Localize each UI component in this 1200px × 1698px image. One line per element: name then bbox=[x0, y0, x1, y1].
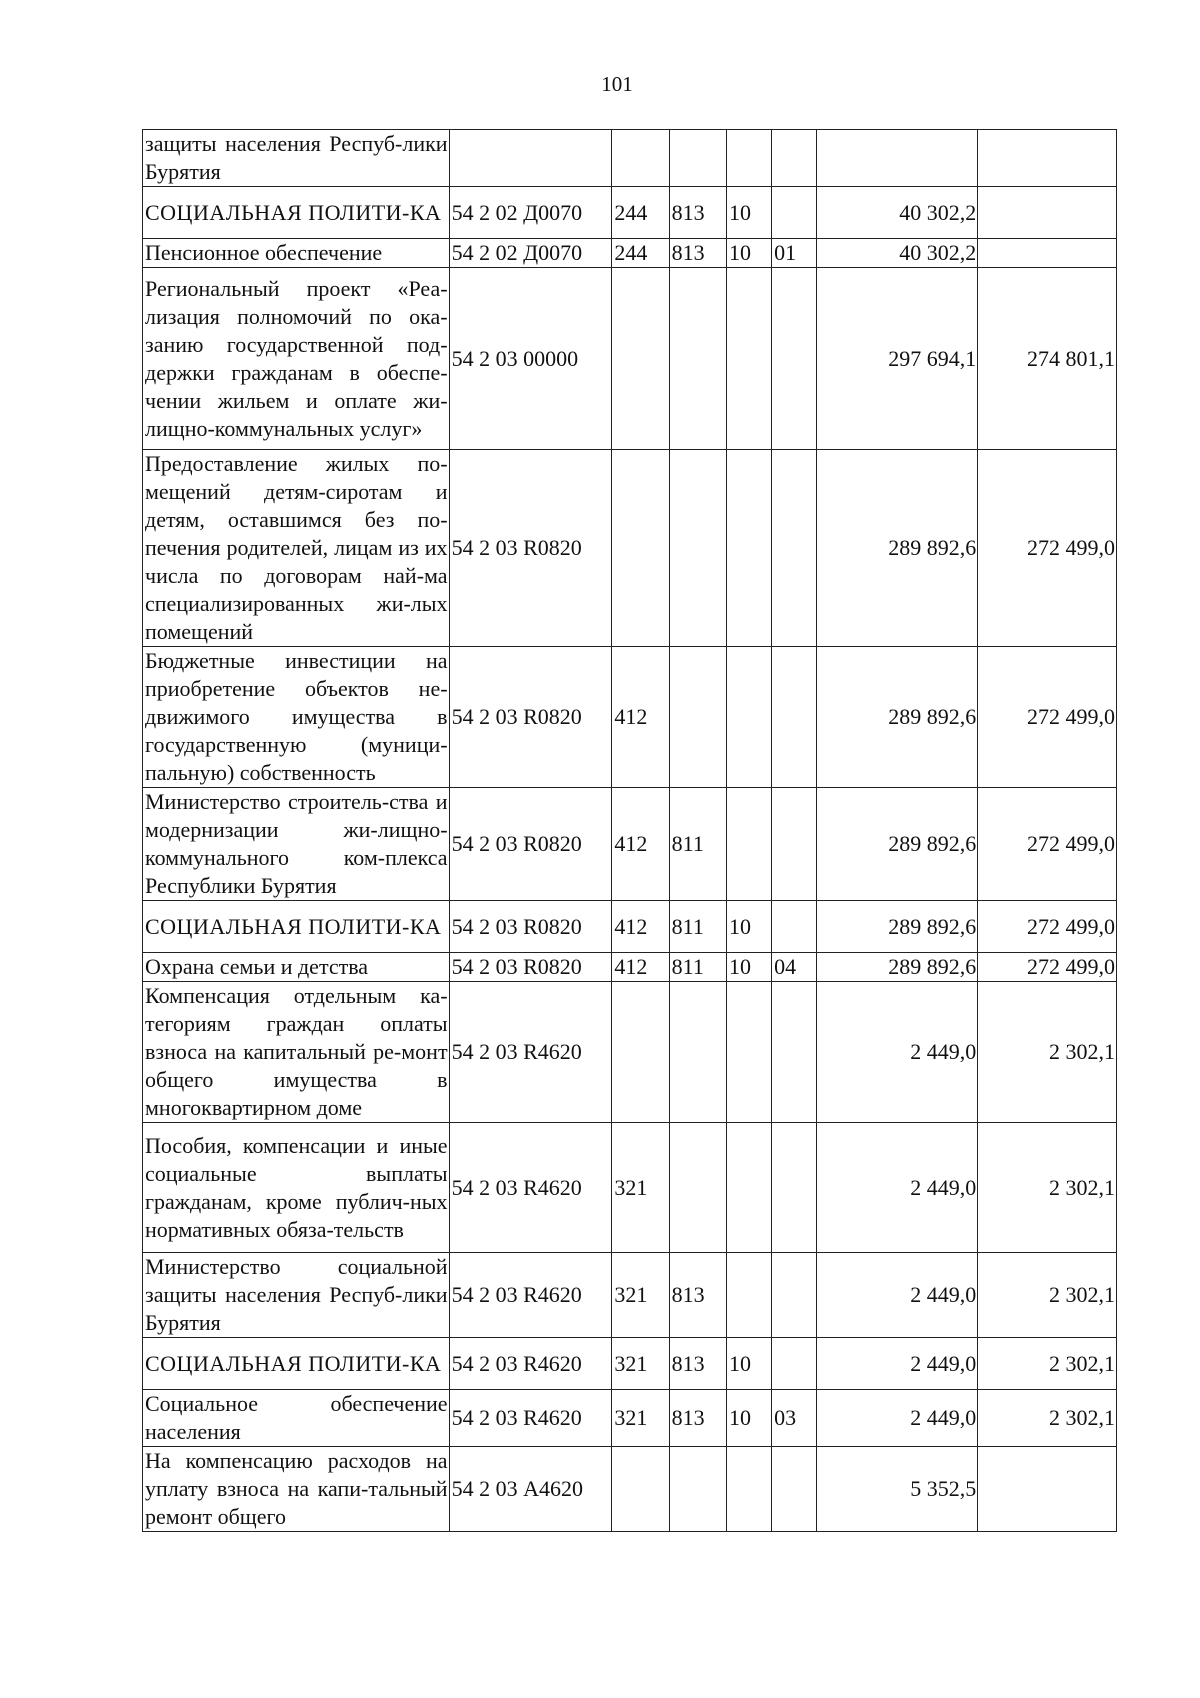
row-amount-2 bbox=[978, 1447, 1117, 1532]
row-amount-1: 5 352,5 bbox=[817, 1447, 978, 1532]
row-target-code: 54 2 03 А4620 bbox=[449, 1447, 612, 1532]
row-target-code: 54 2 03 00000 bbox=[449, 268, 612, 450]
row-amount-2: 2 302,1 bbox=[978, 1390, 1117, 1447]
row-subsection: 01 bbox=[772, 239, 817, 268]
row-subsection bbox=[772, 1253, 817, 1338]
table-row bbox=[143, 1253, 1117, 1338]
row-target-code: 54 2 03 R4620 bbox=[449, 1123, 612, 1253]
row-expense-type: 412 bbox=[612, 647, 669, 788]
row-name: Министерство строитель-ства и модернизации жи-лищно-коммунального ком-плекса Республики Бурятия bbox=[143, 788, 450, 901]
row-admin-code bbox=[669, 982, 726, 1123]
row-expense-type: 321 bbox=[612, 1123, 669, 1253]
row-section: 10 bbox=[726, 1390, 771, 1447]
row-admin-code: 813 bbox=[669, 1253, 726, 1338]
row-expense-type bbox=[612, 450, 669, 647]
table-row bbox=[143, 1447, 1117, 1532]
row-subsection bbox=[772, 130, 817, 187]
row-subsection bbox=[772, 901, 817, 953]
row-name: Охрана семьи и детства bbox=[143, 953, 450, 982]
row-subsection bbox=[772, 647, 817, 788]
row-expense-type: 321 bbox=[612, 1253, 669, 1338]
table-row bbox=[143, 788, 1117, 901]
row-admin-code bbox=[669, 1123, 726, 1253]
row-name: защиты населения Респуб-лики Бурятия bbox=[143, 130, 450, 187]
row-amount-2 bbox=[978, 130, 1117, 187]
row-admin-code bbox=[669, 647, 726, 788]
row-name: Бюджетные инвестиции на приобретение объектов не-движимого имущества в государственную (муници-пальную) собственность bbox=[143, 647, 450, 788]
row-amount-2 bbox=[978, 187, 1117, 239]
row-target-code: 54 2 03 R4620 bbox=[449, 1390, 612, 1447]
row-subsection bbox=[772, 1447, 817, 1532]
row-amount-1: 289 892,6 bbox=[817, 647, 978, 788]
row-expense-type: 412 bbox=[612, 901, 669, 953]
row-expense-type bbox=[612, 268, 669, 450]
table-row bbox=[143, 953, 1117, 982]
row-target-code: 54 2 03 R0820 bbox=[449, 647, 612, 788]
row-subsection bbox=[772, 268, 817, 450]
row-name: Региональный проект «Реа-лизация полномочий по ока-занию государственной под-держки гражданам в обеспе-чении жильем и оплате жи-лищно-коммунальных услуг» bbox=[143, 268, 450, 450]
row-section bbox=[726, 1123, 771, 1253]
row-admin-code: 813 bbox=[669, 1338, 726, 1390]
row-section bbox=[726, 982, 771, 1123]
row-expense-type: 321 bbox=[612, 1390, 669, 1447]
row-name: Министерство социальной защиты населения Респуб-лики Бурятия bbox=[143, 1253, 450, 1338]
row-admin-code: 811 bbox=[669, 901, 726, 953]
row-amount-2: 2 302,1 bbox=[978, 982, 1117, 1123]
page-number: 101 bbox=[601, 72, 633, 96]
row-name: СОЦИАЛЬНАЯ ПОЛИТИ-КА bbox=[143, 901, 450, 953]
row-amount-1: 40 302,2 bbox=[817, 187, 978, 239]
row-amount-1 bbox=[817, 130, 978, 187]
row-subsection: 03 bbox=[772, 1390, 817, 1447]
row-amount-2: 272 499,0 bbox=[978, 647, 1117, 788]
table-row bbox=[143, 982, 1117, 1123]
table-row bbox=[143, 130, 1117, 187]
row-name: СОЦИАЛЬНАЯ ПОЛИТИ-КА bbox=[143, 187, 450, 239]
row-expense-type bbox=[612, 982, 669, 1123]
row-admin-code bbox=[669, 130, 726, 187]
row-section: 10 bbox=[726, 901, 771, 953]
row-subsection bbox=[772, 450, 817, 647]
row-expense-type bbox=[612, 1447, 669, 1532]
row-amount-2: 2 302,1 bbox=[978, 1338, 1117, 1390]
row-admin-code: 813 bbox=[669, 187, 726, 239]
row-section bbox=[726, 647, 771, 788]
row-section bbox=[726, 450, 771, 647]
row-target-code: 54 2 03 R4620 bbox=[449, 1253, 612, 1338]
row-target-code: 54 2 02 Д0070 bbox=[449, 187, 612, 239]
row-name: Предоставление жилых по-мещений детям-сиротам и детям, оставшимся без по-печения родителей, лицам из их числа по договорам най-ма специализированных жи-лых помещений bbox=[143, 450, 450, 647]
row-admin-code: 811 bbox=[669, 788, 726, 901]
row-amount-2: 272 499,0 bbox=[978, 953, 1117, 982]
row-expense-type: 244 bbox=[612, 187, 669, 239]
row-section: 10 bbox=[726, 239, 771, 268]
row-admin-code bbox=[669, 1447, 726, 1532]
row-amount-1: 289 892,6 bbox=[817, 953, 978, 982]
row-section: 10 bbox=[726, 953, 771, 982]
row-subsection bbox=[772, 187, 817, 239]
row-amount-1: 2 449,0 bbox=[817, 1390, 978, 1447]
row-amount-2: 272 499,0 bbox=[978, 901, 1117, 953]
table-row bbox=[143, 1123, 1117, 1253]
row-expense-type bbox=[612, 130, 669, 187]
row-name: СОЦИАЛЬНАЯ ПОЛИТИ-КА bbox=[143, 1338, 450, 1390]
row-amount-1: 2 449,0 bbox=[817, 1123, 978, 1253]
row-name: На компенсацию расходов на уплату взноса на капи-тальный ремонт общего bbox=[143, 1447, 450, 1532]
row-target-code: 54 2 03 R4620 bbox=[449, 982, 612, 1123]
table-row bbox=[143, 647, 1117, 788]
row-admin-code: 813 bbox=[669, 239, 726, 268]
row-section bbox=[726, 268, 771, 450]
row-target-code: 54 2 02 Д0070 bbox=[449, 239, 612, 268]
row-amount-1: 2 449,0 bbox=[817, 1253, 978, 1338]
row-subsection bbox=[772, 1338, 817, 1390]
row-target-code bbox=[449, 130, 612, 187]
row-name: Компенсация отдельным ка-тегориям граждан оплаты взноса на капитальный ре-монт общего имущества в многоквартирном доме bbox=[143, 982, 450, 1123]
row-amount-2: 274 801,1 bbox=[978, 268, 1117, 450]
row-section bbox=[726, 788, 771, 901]
row-expense-type: 244 bbox=[612, 239, 669, 268]
row-subsection bbox=[772, 982, 817, 1123]
row-section: 10 bbox=[726, 187, 771, 239]
table-row bbox=[143, 268, 1117, 450]
row-section bbox=[726, 130, 771, 187]
row-amount-1: 2 449,0 bbox=[817, 982, 978, 1123]
row-admin-code bbox=[669, 450, 726, 647]
row-expense-type: 412 bbox=[612, 788, 669, 901]
row-section bbox=[726, 1447, 771, 1532]
table-row bbox=[143, 901, 1117, 953]
row-admin-code bbox=[669, 268, 726, 450]
row-amount-1: 2 449,0 bbox=[817, 1338, 978, 1390]
row-amount-1: 289 892,6 bbox=[817, 450, 978, 647]
row-admin-code: 811 bbox=[669, 953, 726, 982]
table-row bbox=[143, 1390, 1117, 1447]
row-target-code: 54 2 03 R0820 bbox=[449, 901, 612, 953]
table-row bbox=[143, 450, 1117, 647]
row-amount-2 bbox=[978, 239, 1117, 268]
row-amount-1: 40 302,2 bbox=[817, 239, 978, 268]
table-row bbox=[143, 1338, 1117, 1390]
row-expense-type: 321 bbox=[612, 1338, 669, 1390]
row-subsection: 04 bbox=[772, 953, 817, 982]
budget-table bbox=[142, 129, 1117, 1532]
row-admin-code: 813 bbox=[669, 1390, 726, 1447]
row-target-code: 54 2 03 R0820 bbox=[449, 788, 612, 901]
row-amount-2: 272 499,0 bbox=[978, 788, 1117, 901]
row-name: Социальное обеспечение населения bbox=[143, 1390, 450, 1447]
row-target-code: 54 2 03 R0820 bbox=[449, 953, 612, 982]
row-amount-1: 297 694,1 bbox=[817, 268, 978, 450]
row-section bbox=[726, 1253, 771, 1338]
row-subsection bbox=[772, 1123, 817, 1253]
row-section: 10 bbox=[726, 1338, 771, 1390]
row-subsection bbox=[772, 788, 817, 901]
table-row bbox=[143, 187, 1117, 239]
row-amount-2: 272 499,0 bbox=[978, 450, 1117, 647]
row-amount-2: 2 302,1 bbox=[978, 1253, 1117, 1338]
row-name: Пособия, компенсации и иные социальные выплаты гражданам, кроме публич-ных нормативных обяза-тельств bbox=[143, 1123, 450, 1253]
row-target-code: 54 2 03 R4620 bbox=[449, 1338, 612, 1390]
row-amount-1: 289 892,6 bbox=[817, 788, 978, 901]
row-target-code: 54 2 03 R0820 bbox=[449, 450, 612, 647]
row-amount-1: 289 892,6 bbox=[817, 901, 978, 953]
row-amount-2: 2 302,1 bbox=[978, 1123, 1117, 1253]
row-name: Пенсионное обеспечение bbox=[143, 239, 450, 268]
row-expense-type: 412 bbox=[612, 953, 669, 982]
table-row bbox=[143, 239, 1117, 268]
